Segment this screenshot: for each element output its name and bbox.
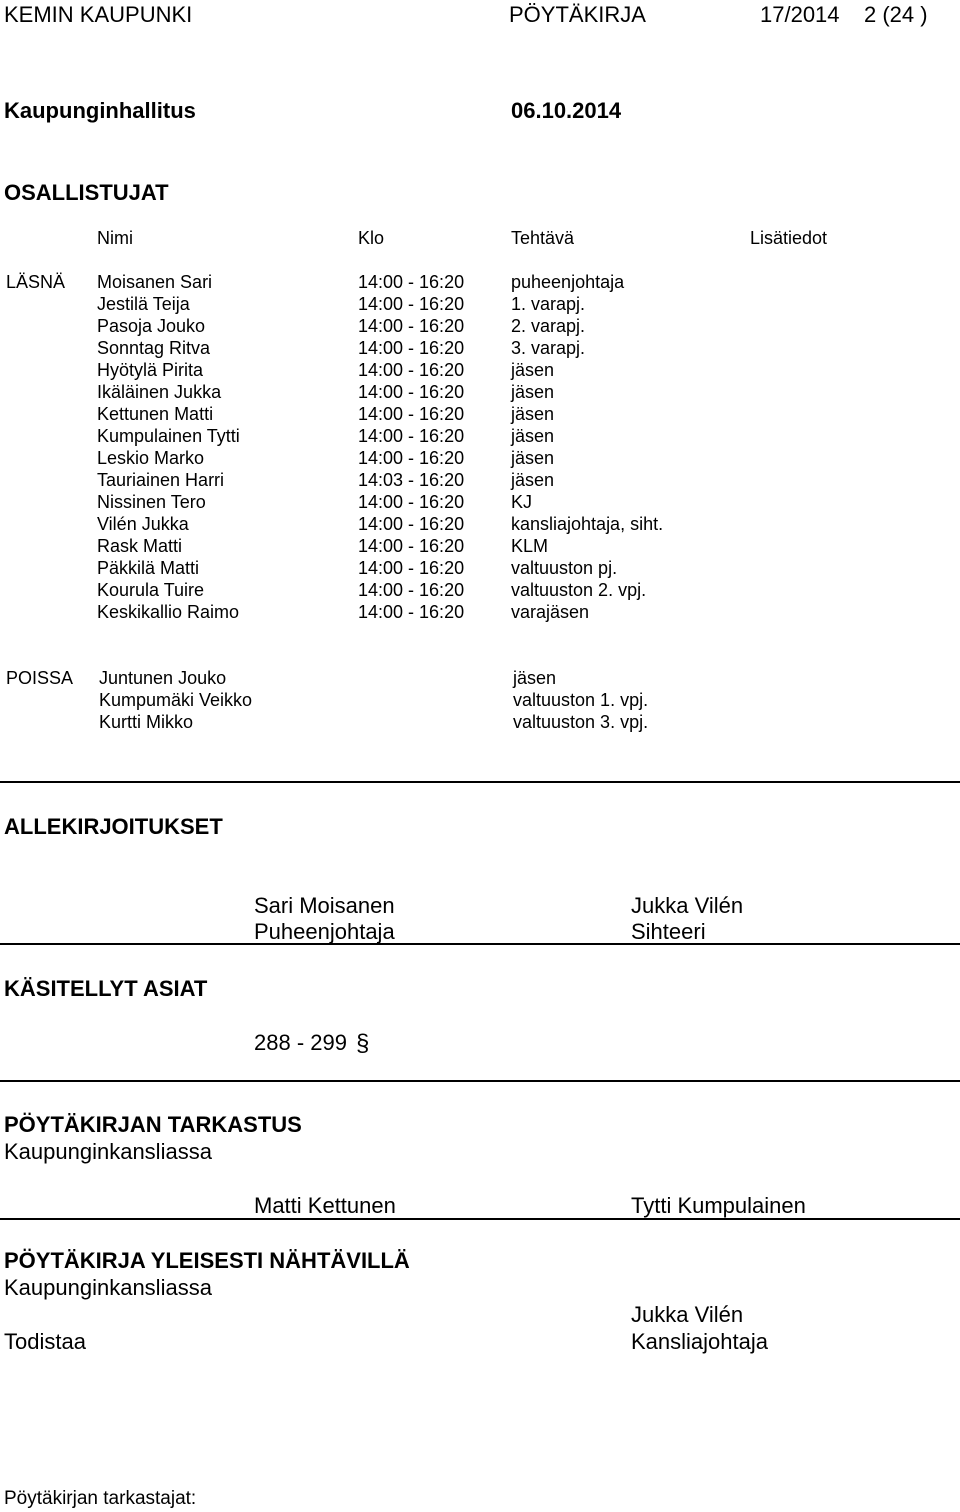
- participant-role: jäsen: [511, 448, 555, 468]
- table-row: [0, 360, 960, 382]
- review-heading: PÖYTÄKIRJAN TARKASTUS: [4, 1112, 302, 1137]
- participant-time: 14:00 - 16:20: [358, 492, 465, 512]
- participant-name: Kettunen Matti: [97, 404, 214, 424]
- absent-label: POISSA: [6, 668, 74, 688]
- absent-role: jäsen: [513, 668, 557, 688]
- participant-role: jäsen: [511, 360, 555, 380]
- participant-time: 14:00 - 16:20: [358, 382, 465, 402]
- participant-role: varajäsen: [511, 602, 590, 622]
- participant-time: 14:00 - 16:20: [358, 316, 465, 336]
- items-heading: KÄSITELLYT ASIAT: [4, 976, 208, 1001]
- participant-time: 14:00 - 16:20: [358, 360, 465, 380]
- table-row: [0, 558, 960, 580]
- table-row: [0, 580, 960, 602]
- participant-name: Keskikallio Raimo: [97, 602, 240, 622]
- absent-name: Kurtti Mikko: [99, 712, 194, 732]
- reviewer-name-2: Tytti Kumpulainen: [631, 1193, 806, 1218]
- table-row: [0, 470, 960, 492]
- table-row: [0, 668, 960, 690]
- participant-name: Hyötylä Pirita: [97, 360, 204, 380]
- participant-time: 14:00 - 16:20: [358, 602, 465, 622]
- absent-role: valtuuston 3. vpj.: [513, 712, 649, 732]
- participant-role: valtuuston pj.: [511, 558, 618, 578]
- participant-role: 2. varapj.: [511, 316, 586, 336]
- table-row: [0, 514, 960, 536]
- doc-type: PÖYTÄKIRJA: [509, 2, 646, 27]
- participant-name: Kumpulainen Tytti: [97, 426, 240, 446]
- participant-time: 14:00 - 16:20: [358, 448, 465, 468]
- table-row: [0, 690, 960, 712]
- public-heading: PÖYTÄKIRJA YLEISESTI NÄHTÄVILLÄ: [4, 1248, 410, 1273]
- table-row: [0, 316, 960, 338]
- divider: [0, 1080, 960, 1082]
- participant-name: Päkkilä Matti: [97, 558, 200, 578]
- participant-role: KJ: [511, 492, 533, 512]
- table-row: [0, 712, 960, 734]
- participant-role: kansliajohtaja, siht.: [511, 514, 664, 534]
- public-location: Kaupunginkansliassa: [4, 1275, 212, 1300]
- table-row: [0, 404, 960, 426]
- certify-label: Todistaa: [4, 1329, 86, 1354]
- participant-name: Ikäläinen Jukka: [97, 382, 222, 402]
- column-header-time: Klo: [358, 228, 385, 248]
- participant-time: 14:00 - 16:20: [358, 514, 465, 534]
- page-number: 2 (24 ): [864, 2, 928, 27]
- participant-name: Tauriainen Harri: [97, 470, 225, 490]
- table-row: [0, 272, 960, 294]
- participant-time: 14:03 - 16:20: [358, 470, 465, 490]
- column-header-name: Nimi: [97, 228, 133, 248]
- participant-role: 1. varapj.: [511, 294, 586, 314]
- table-row: [0, 602, 960, 624]
- participant-name: Kourula Tuire: [97, 580, 205, 600]
- meeting-date: 06.10.2014: [511, 98, 622, 123]
- participant-name: Vilén Jukka: [97, 514, 189, 534]
- signatures-heading: ALLEKIRJOITUKSET: [4, 814, 223, 839]
- org-name: KEMIN KAUPUNKI: [4, 2, 193, 27]
- divider: [0, 1218, 960, 1220]
- participant-time: 14:00 - 16:20: [358, 272, 465, 292]
- divider: [0, 781, 960, 783]
- participant-role: jäsen: [511, 470, 555, 490]
- reviewers-label: Pöytäkirjan tarkastajat:: [4, 1488, 197, 1509]
- absent-role: valtuuston 1. vpj.: [513, 690, 649, 710]
- table-row: [0, 448, 960, 470]
- table-row: [0, 492, 960, 514]
- participant-time: 14:00 - 16:20: [358, 338, 465, 358]
- doc-number: 17/2014: [760, 2, 840, 27]
- participant-name: Nissinen Tero: [97, 492, 206, 512]
- reviewer-name-1: Matti Kettunen: [254, 1193, 396, 1218]
- absent-name: Kumpumäki Veikko: [99, 690, 253, 710]
- participant-name: Moisanen Sari: [97, 272, 213, 292]
- column-header-extra: Lisätiedot: [750, 228, 828, 248]
- participant-role: jäsen: [511, 404, 555, 424]
- items-range: 288 - 299: [254, 1030, 347, 1055]
- chair-title: Puheenjohtaja: [254, 919, 395, 944]
- participants-heading: OSALLISTUJAT: [4, 180, 169, 205]
- participant-role: KLM: [511, 536, 549, 556]
- chair-name: Sari Moisanen: [254, 893, 395, 918]
- participant-time: 14:00 - 16:20: [358, 404, 465, 424]
- participant-role: 3. varapj.: [511, 338, 586, 358]
- participant-time: 14:00 - 16:20: [358, 426, 465, 446]
- section-sign-icon: §: [356, 1030, 370, 1057]
- table-row: [0, 426, 960, 448]
- participant-name: Leskio Marko: [97, 448, 205, 468]
- certifier-title: Kansliajohtaja: [631, 1329, 768, 1354]
- participant-time: 14:00 - 16:20: [358, 536, 465, 556]
- participant-time: 14:00 - 16:20: [358, 294, 465, 314]
- present-label: LÄSNÄ: [6, 272, 66, 292]
- column-header-role: Tehtävä: [511, 228, 575, 248]
- participant-name: Sonntag Ritva: [97, 338, 211, 358]
- certifier-name: Jukka Vilén: [631, 1302, 744, 1327]
- participant-name: Pasoja Jouko: [97, 316, 206, 336]
- divider: [0, 943, 960, 945]
- participant-time: 14:00 - 16:20: [358, 580, 465, 600]
- participant-role: valtuuston 2. vpj.: [511, 580, 647, 600]
- participant-name: Jestilä Teija: [97, 294, 190, 314]
- review-location: Kaupunginkansliassa: [4, 1139, 212, 1164]
- table-row: [0, 294, 960, 316]
- participant-role: jäsen: [511, 426, 555, 446]
- table-row: [0, 338, 960, 360]
- absent-name: Juntunen Jouko: [99, 668, 227, 688]
- participant-role: jäsen: [511, 382, 555, 402]
- participant-name: Rask Matti: [97, 536, 183, 556]
- secretary-name: Jukka Vilén: [631, 893, 744, 918]
- secretary-title: Sihteeri: [631, 919, 706, 944]
- table-row: [0, 536, 960, 558]
- participant-time: 14:00 - 16:20: [358, 558, 465, 578]
- meeting-body: Kaupunginhallitus: [4, 98, 196, 123]
- participant-role: puheenjohtaja: [511, 272, 625, 292]
- table-row: [0, 382, 960, 404]
